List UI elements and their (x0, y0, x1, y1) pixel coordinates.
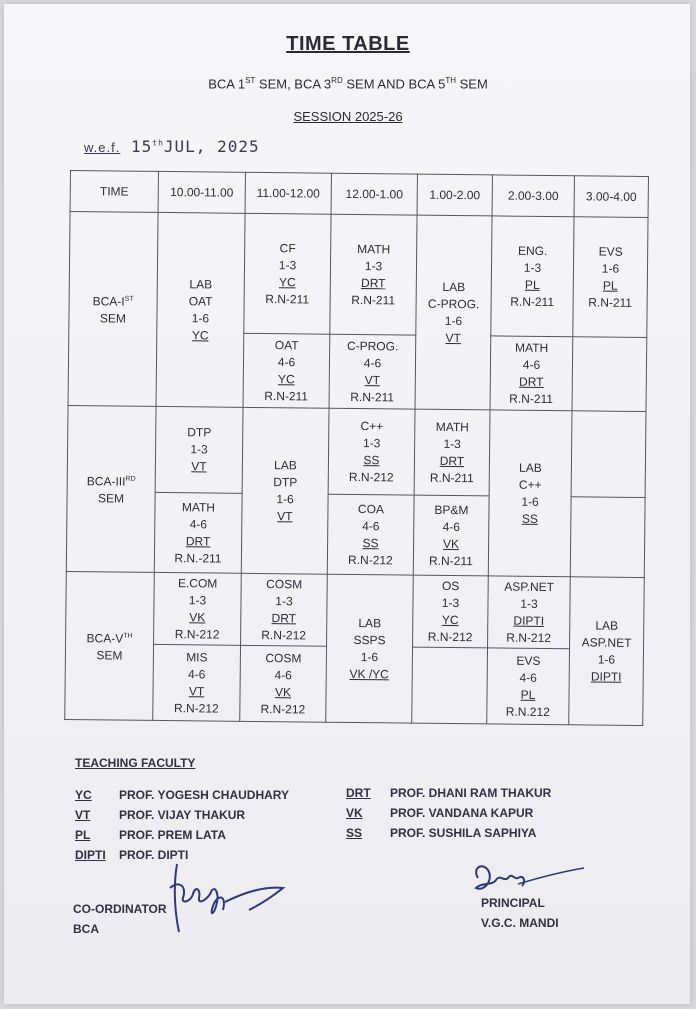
coordinator-signature (165, 858, 295, 938)
class-cell: ENG. 1-3 PL R.N-211 (491, 216, 574, 337)
class-cell: OAT 4-6 YC R.N-211 (243, 333, 330, 408)
wef-month-year: JUL, 2025 (163, 137, 260, 156)
faculty-entry: DRT PROF. DHANI RAM THAKUR (346, 786, 552, 800)
header-row (70, 171, 648, 218)
sem-label-cell: BCA-VTH SEM (65, 571, 155, 720)
class-cell: C++ 1-3 SS R.N-212 (328, 408, 415, 495)
class-cell: COA 4-6 SS R.N-212 (327, 494, 414, 575)
coordinator-label: CO-ORDINATOR (73, 902, 167, 916)
principal-signature (468, 858, 598, 908)
table-row (66, 571, 645, 649)
class-cell: MATH 4-6 DRT R.N.-211 (154, 492, 242, 573)
lab-cell: LAB C++ 1-6 SS (488, 410, 572, 577)
wef-day: 15 (131, 137, 153, 156)
college-name: V.G.C. MANDI (481, 916, 559, 930)
header-cell: 12.00-1.00 (331, 173, 417, 215)
class-cell: E.COM 1-3 VK R.N-212 (154, 572, 242, 645)
timetable (64, 170, 649, 726)
class-cell: ASP.NET 1-3 DIPTI R.N-212 (488, 576, 571, 649)
table-row (69, 212, 648, 338)
header-cell: 2.00-3.00 (492, 175, 574, 217)
class-cell: EVS 4-6 PL R.N.212 (487, 648, 570, 725)
faculty-entry: VK PROF. VANDANA KAPUR (346, 806, 534, 820)
faculty-entry: SS PROF. SUSHILA SAPHIYA (346, 826, 537, 840)
class-cell: MATH 1-3 DRT R.N-211 (330, 214, 417, 335)
class-cell: CF 1-3 YC R.N-211 (244, 213, 331, 334)
empty-cell (570, 497, 645, 578)
class-cell: MIS 4-6 VT R.N-212 (153, 644, 241, 721)
header-cell: TIME (70, 171, 158, 213)
session-label: SESSION 2025-26 (293, 109, 403, 124)
header-cell: 3.00-4.00 (574, 176, 648, 218)
effective-date: w.e.f. 15thJUL, 2025 (84, 137, 260, 156)
faculty-entry: DIPTI PROF. DIPTI (75, 848, 189, 862)
sem-label-cell: BCA-IIIRD SEM (66, 405, 156, 572)
header-cell: 1.00-2.00 (417, 174, 492, 216)
class-cell: COSM 1-3 DRT R.N-212 (241, 573, 328, 646)
lab-cell: LAB ASP.NET 1-6 DIPTI (569, 577, 645, 726)
empty-cell (412, 647, 488, 724)
empty-cell (571, 411, 646, 498)
wef-label: w.e.f. (84, 140, 121, 155)
sem-label-cell: BCA-IST SEM (68, 212, 158, 407)
page-title: TIME TABLE (286, 33, 410, 55)
lab-cell: LAB C-PROG. 1-6 VT (415, 215, 492, 410)
coordinator-dept: BCA (73, 922, 99, 936)
class-cell: MATH 1-3 DRT R.N-211 (414, 409, 490, 496)
table-row (67, 405, 646, 497)
class-cell: MATH 4-6 DRT R.N-211 (490, 336, 573, 411)
faculty-heading: TEACHING FACULTY (75, 756, 196, 770)
class-cell: COSM 4-6 VK R.N-212 (240, 645, 327, 722)
lab-cell: LAB DTP 1-6 VT (241, 407, 329, 574)
header-cell: 10.00-11.00 (158, 171, 245, 213)
faculty-entry: VT PROF. VIJAY THAKUR (75, 808, 246, 822)
class-cell: C-PROG. 4-6 VT R.N-211 (329, 334, 416, 409)
faculty-entry: YC PROF. YOGESH CHAUDHARY (75, 788, 290, 802)
class-cell: DTP 1-3 VT (155, 406, 243, 493)
lab-cell: LAB SSPS 1-6 VK /YC (326, 574, 414, 723)
empty-cell (572, 337, 647, 412)
header-cell: 11.00-12.00 (245, 172, 331, 214)
class-cell: BP&M 4-6 VK R.N-211 (413, 495, 489, 576)
class-cell: OS 1-3 YC R.N-212 (413, 575, 489, 648)
course-subtitle: BCA 1ST SEM, BCA 3RD SEM AND BCA 5TH SEM (208, 76, 488, 92)
class-cell: EVS 1-6 PL R.N-211 (573, 217, 648, 338)
lab-cell: LAB OAT 1-6 YC (156, 212, 245, 407)
faculty-entry: PL PROF. PREM LATA (75, 828, 226, 842)
principal-label: PRINCIPAL (481, 896, 545, 910)
